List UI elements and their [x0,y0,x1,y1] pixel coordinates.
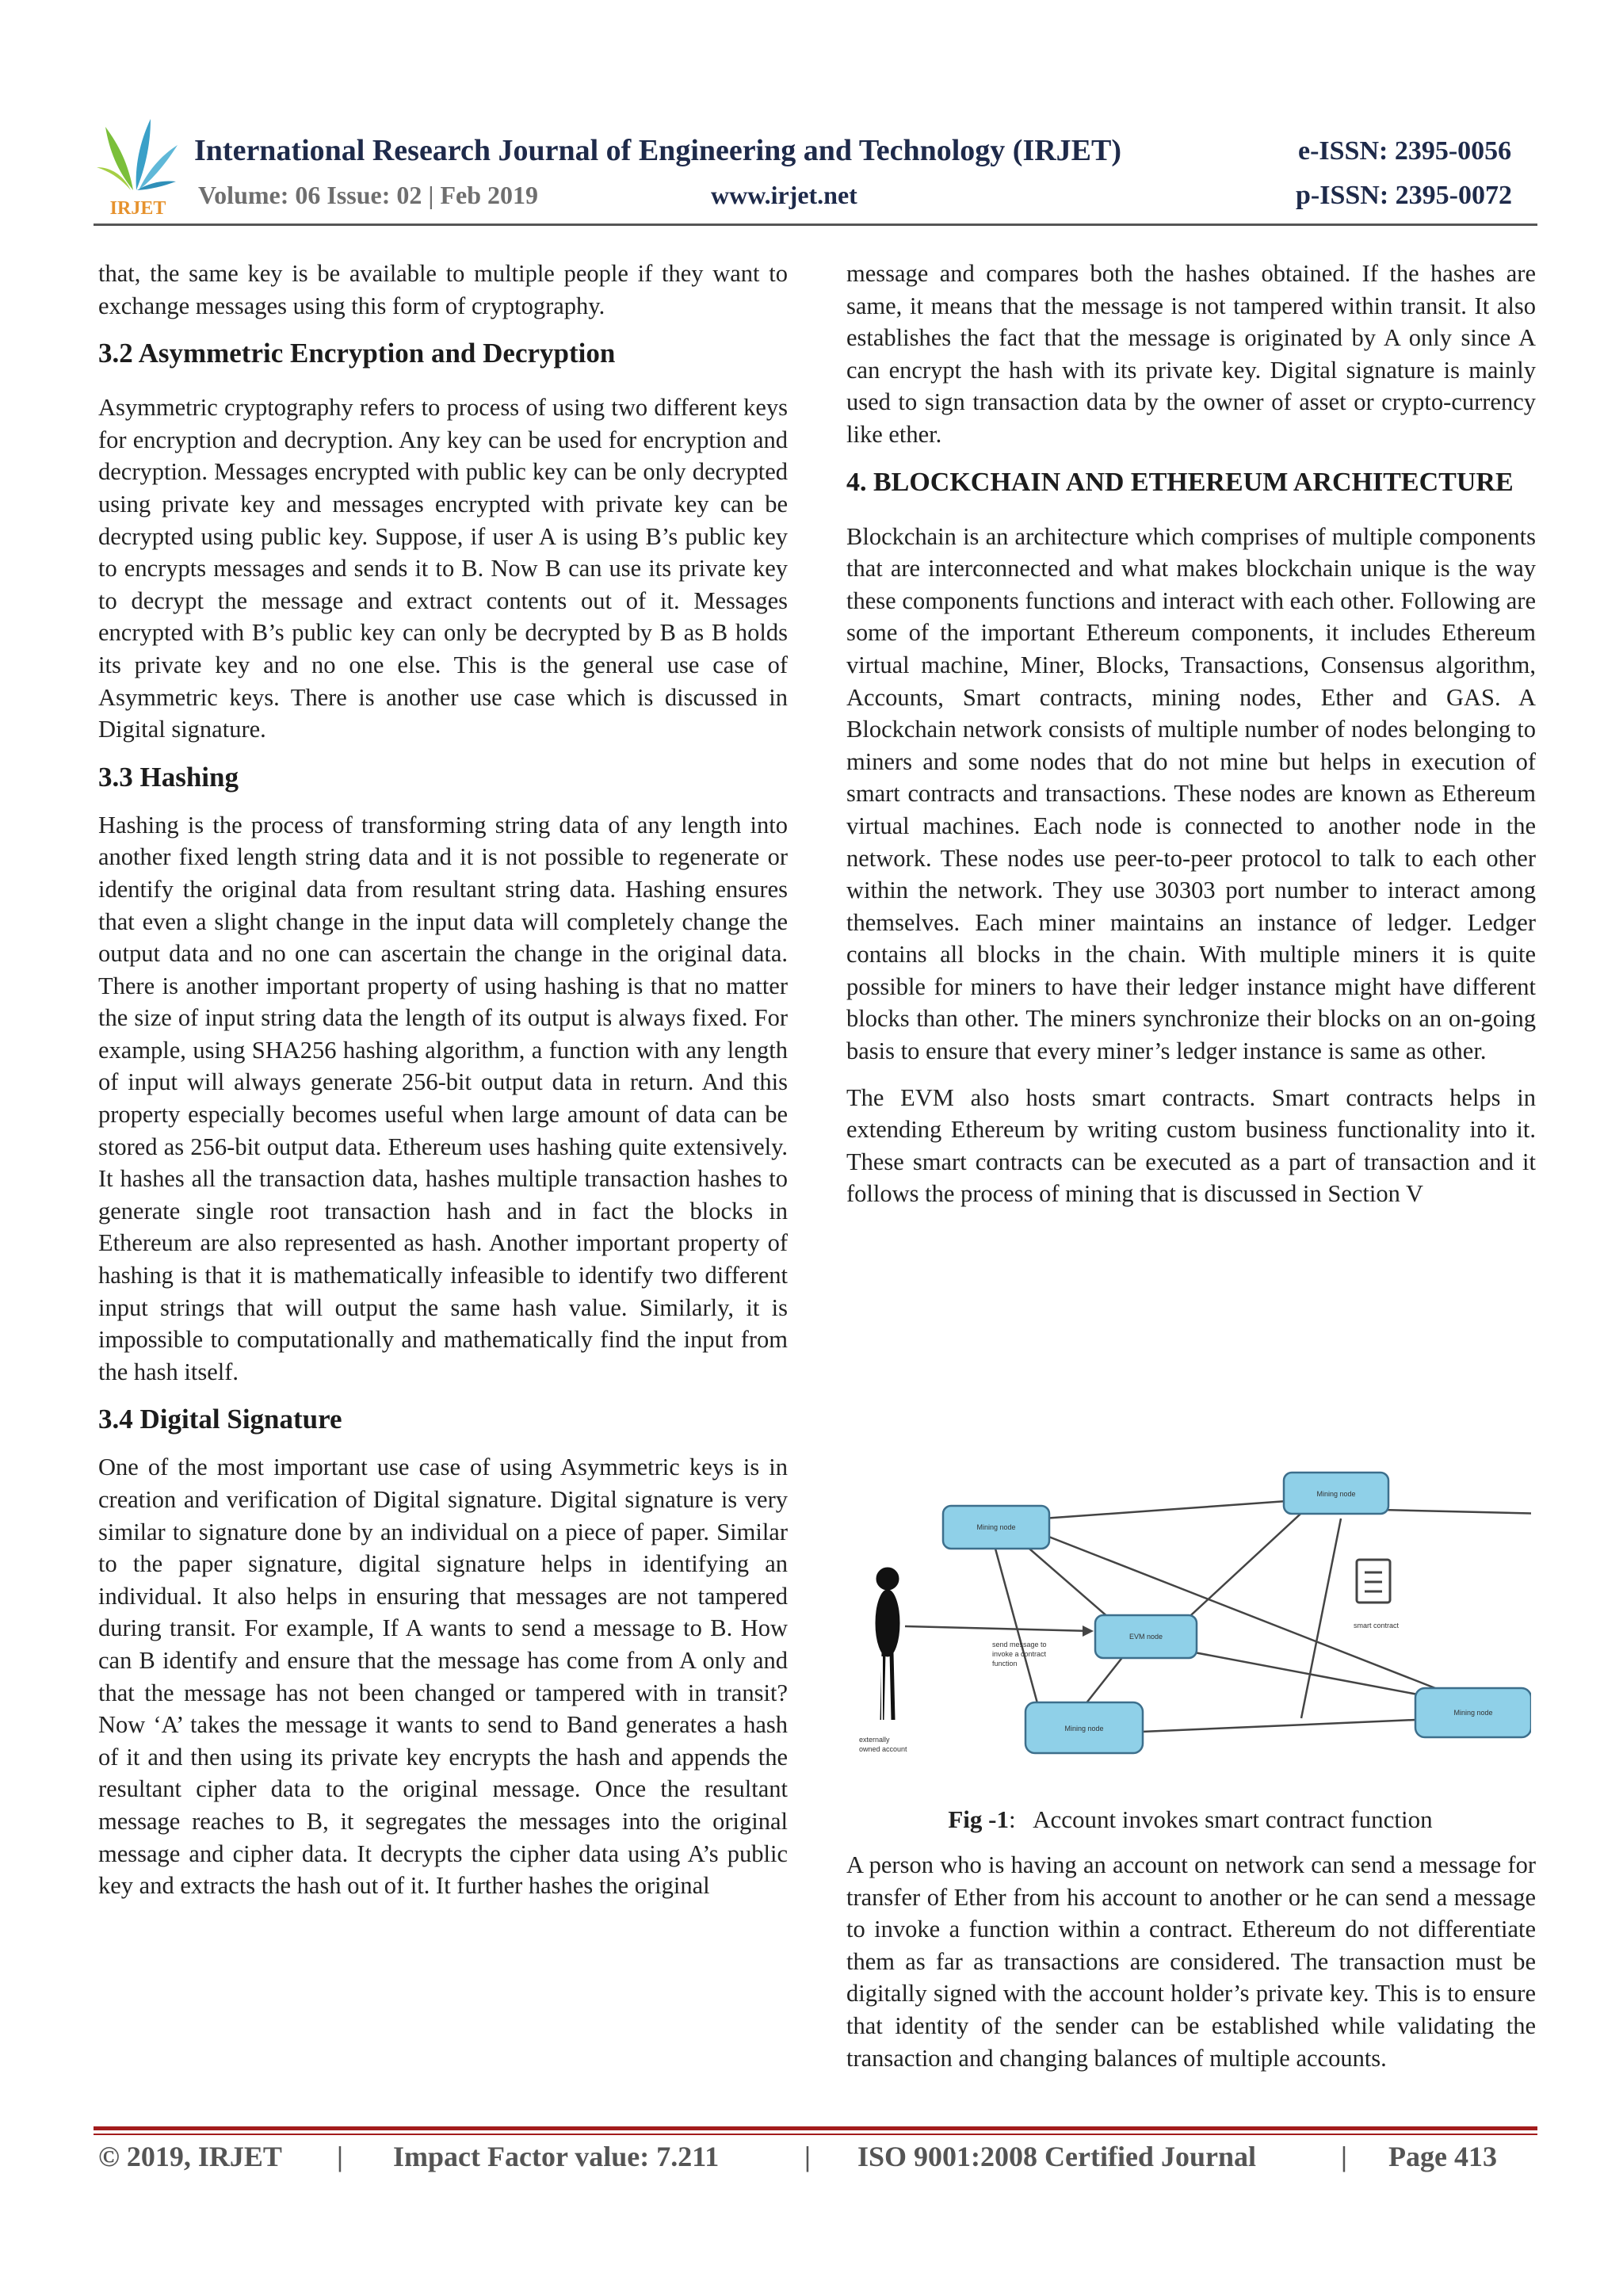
person-icon [876,1568,899,1720]
section-4-paragraph-1: Blockchain is an architecture which comprises of multiple components that are interconnected and what makes blockchain unique is the way these components functions and interact with each other. Following are some of the important Ethereum components, it includes Ethereum virtual machine, Miner, Blocks, Transactions, Consensus algorithm, Accounts, Smart contracts, mining nodes, Ether and GAS. A Blockchain network consists of multiple number of nodes belonging to miners and some nodes that do not mine but helps in execution of smart contracts and transactions. These nodes are known as Ethereum virtual machines. Each node is connected to another node in the network. These nodes use peer-to-peer protocol to talk to each other within the network. They use 30303 port number to interact among themselves. Each miner maintains an instance of ledger. Ledger contains all blocks in the chain. With multiple miners it is quite possible for miners to have their ledger instance might have different blocks than other. The miners synchronize their blocks on an on-going basis to ensure that every miner’s ledger instance is same as other. [846,522,1536,1065]
arrowhead-icon [1083,1626,1094,1637]
post-figure-paragraph: A person who is having an account on network can send a message for transfer of Ether from his account to another or he can send a message to invoke a function within a contract. Ethereum do not differentiate them as far as transactions are considered. The transaction must be digitally signed with the account holder’s private key. This is to ensure that identity of the sender can be established while validating the transaction and changing balances of multiple accounts. [846,1851,1536,2072]
eissn: e-ISSN: 2395-0056 [1298,136,1512,166]
actor-label-line-2: owned account [859,1745,907,1753]
mining-node-bottom-left-label: Mining node [1064,1725,1104,1733]
right-column-top [846,258,1536,1210]
section-4-heading: 4. BLOCKCHAIN AND ETHEREUM ARCHITECTURE [846,467,1514,497]
mining-node-left-label: Mining node [976,1523,1016,1531]
figure-1 [850,1450,1531,1791]
figure-caption: Fig -1: Account invokes smart contract function [948,1805,1433,1833]
mining-node-bottom-right-label: Mining node [1453,1709,1493,1717]
evm-node-label: EVM node [1128,1633,1163,1641]
volume-issue: Volume: 06 Issue: 02 | Feb 2019 [198,181,538,209]
footer-separator: | [337,2141,343,2172]
journal-website[interactable]: www.irjet.net [711,181,857,209]
edge [1182,1506,1309,1623]
arrow-label-line-2: invoke a contract [992,1650,1047,1658]
header-divider [94,223,1537,226]
footer-divider-thin [94,2134,1537,2135]
figure-caption-text: Account invokes smart contract function [1033,1805,1433,1833]
footer-page-number: Page 413 [1388,2141,1497,2172]
section-4-paragraph-2: The EVM also hosts smart contracts. Smart contracts helps in extending Ethereum by writing custom business functionality into it. These smart contracts can be executed as a part of transaction and it follows the process of mining that is discussed in Section V [846,1083,1536,1208]
footer-impact-factor: Impact Factor value: 7.211 [393,2141,720,2172]
footer-separator: | [804,2141,811,2172]
arrow-label-line-3: function [992,1660,1018,1668]
footer-separator: | [1341,2141,1347,2172]
edge [991,1531,1040,1712]
left-column [98,258,788,1902]
section-3-3-body: Hashing is the process of transforming string data of any length into another fixed length string data and it is not possible to regenerate or identify the original data from resultant string data. Hashing ensures that even a slight change in the input data will completely change the output data and no one can ascertain the change in the original data. There is another important property of using hashing is that no matter the size of input string data the length of its output is always fixed. For example, using SHA256 hashing algorithm, a function with any length of input will always generate 256-bit output data in return. And this property especially becomes useful when large amount of data can be stored as 256-bit output data. Ethereum uses hashing quite extensively. It hashes all the transaction data, hashes multiple transaction hashes to generate single root transaction hash and in fact the blocks in Ethereum are also represented as hash. Another important property of hashing is that it is mathematically infeasible to identify two different input strings that will output the same hash value. Similarly, it is impossible to computationally and mathematically find the input from the hash itself. [98,811,788,1385]
smart-contract-label: smart contract [1354,1622,1400,1629]
logo-text: IRJET [109,198,166,218]
section-3-2-body: Asymmetric cryptography refers to process of using two different keys for encryption and decryption. Any key can be used for encryption and decryption. Messages encrypted with public key can be only decrypted using private key and messages encrypted with private key can be decrypted using public key. Suppose, if user A is using B’s public key to encrypts messages and sends it to B. Now B can use its private key to decrypt the message and extract contents out of it. Messages encrypted with B’s public key can only be decrypted by B as B holds its private key and no one else. This is the general use case of Asymmetric keys. There is another use case which is discussed in Digital signature. [98,394,788,743]
message-arrow [905,1626,1091,1631]
right-intro: message and compares both the hashes obtained. If the hashes are same, it means that the message is not tampered within transit. It also establishes the fact that the message is originated by A only since A can encrypt the hash with its private key. Digital signature is mainly used to sign transaction data by the owner of asset or crypto-currency like ether. [846,260,1536,448]
arrow-label-line-1: send message to [992,1641,1047,1648]
figure-label: Fig -1 [948,1805,1009,1833]
smart-contract-icon [1357,1560,1390,1603]
actor-label-line-1: externally [859,1736,890,1744]
footer-copyright: © 2019, IRJET [98,2141,282,2172]
journal-title: International Research Journal of Engineering and Technology (IRJET) [194,134,1122,167]
footer-iso: ISO 9001:2008 Certified Journal [857,2141,1256,2172]
pissn: p-ISSN: 2395-0072 [1296,181,1512,210]
edge [1006,1520,1476,1704]
mining-node-top-right-label: Mining node [1316,1490,1356,1498]
left-intro: that, the same key is be available to multiple people if they want to exchange messages using this form of cryptography. [98,260,788,319]
journal-logo [94,115,182,218]
section-3-3-heading: 3.3 Hashing [98,761,239,793]
right-column-bottom [846,1849,1536,2074]
logo-leaf-icon [105,127,133,190]
section-3-4-body: One of the most important use case of using Asymmetric keys is in creation and verification of Digital signature. Digital signature is very similar to signature done by an individual on a piece of paper. Similar to the paper signature, digital signature helps in identifying an individual. It also helps in ensuring that messages are not tampered during transit. For example, If A wants to send a message to B. How can B identify and ensure that the message has come from A only and that the message has not been changed or tampered with in transit? Now ‘A’ takes the message it wants to send to Band generates a hash of it and then using its private key encrypts the hash and appends the resultant cipher data to the original message. Once the resultant message reaches to B, it segregates the messages into the original message and cipher data. It decrypts the cipher data using A’s public key and extracts the hash out of it. It further hashes the original [98,1454,788,1900]
footer-divider-thick [94,2126,1537,2130]
section-3-4-heading: 3.4 Digital Signature [98,1404,342,1435]
section-3-2-heading: 3.2 Asymmetric Encryption and Decryption [98,338,616,369]
edge [1301,1519,1341,1718]
